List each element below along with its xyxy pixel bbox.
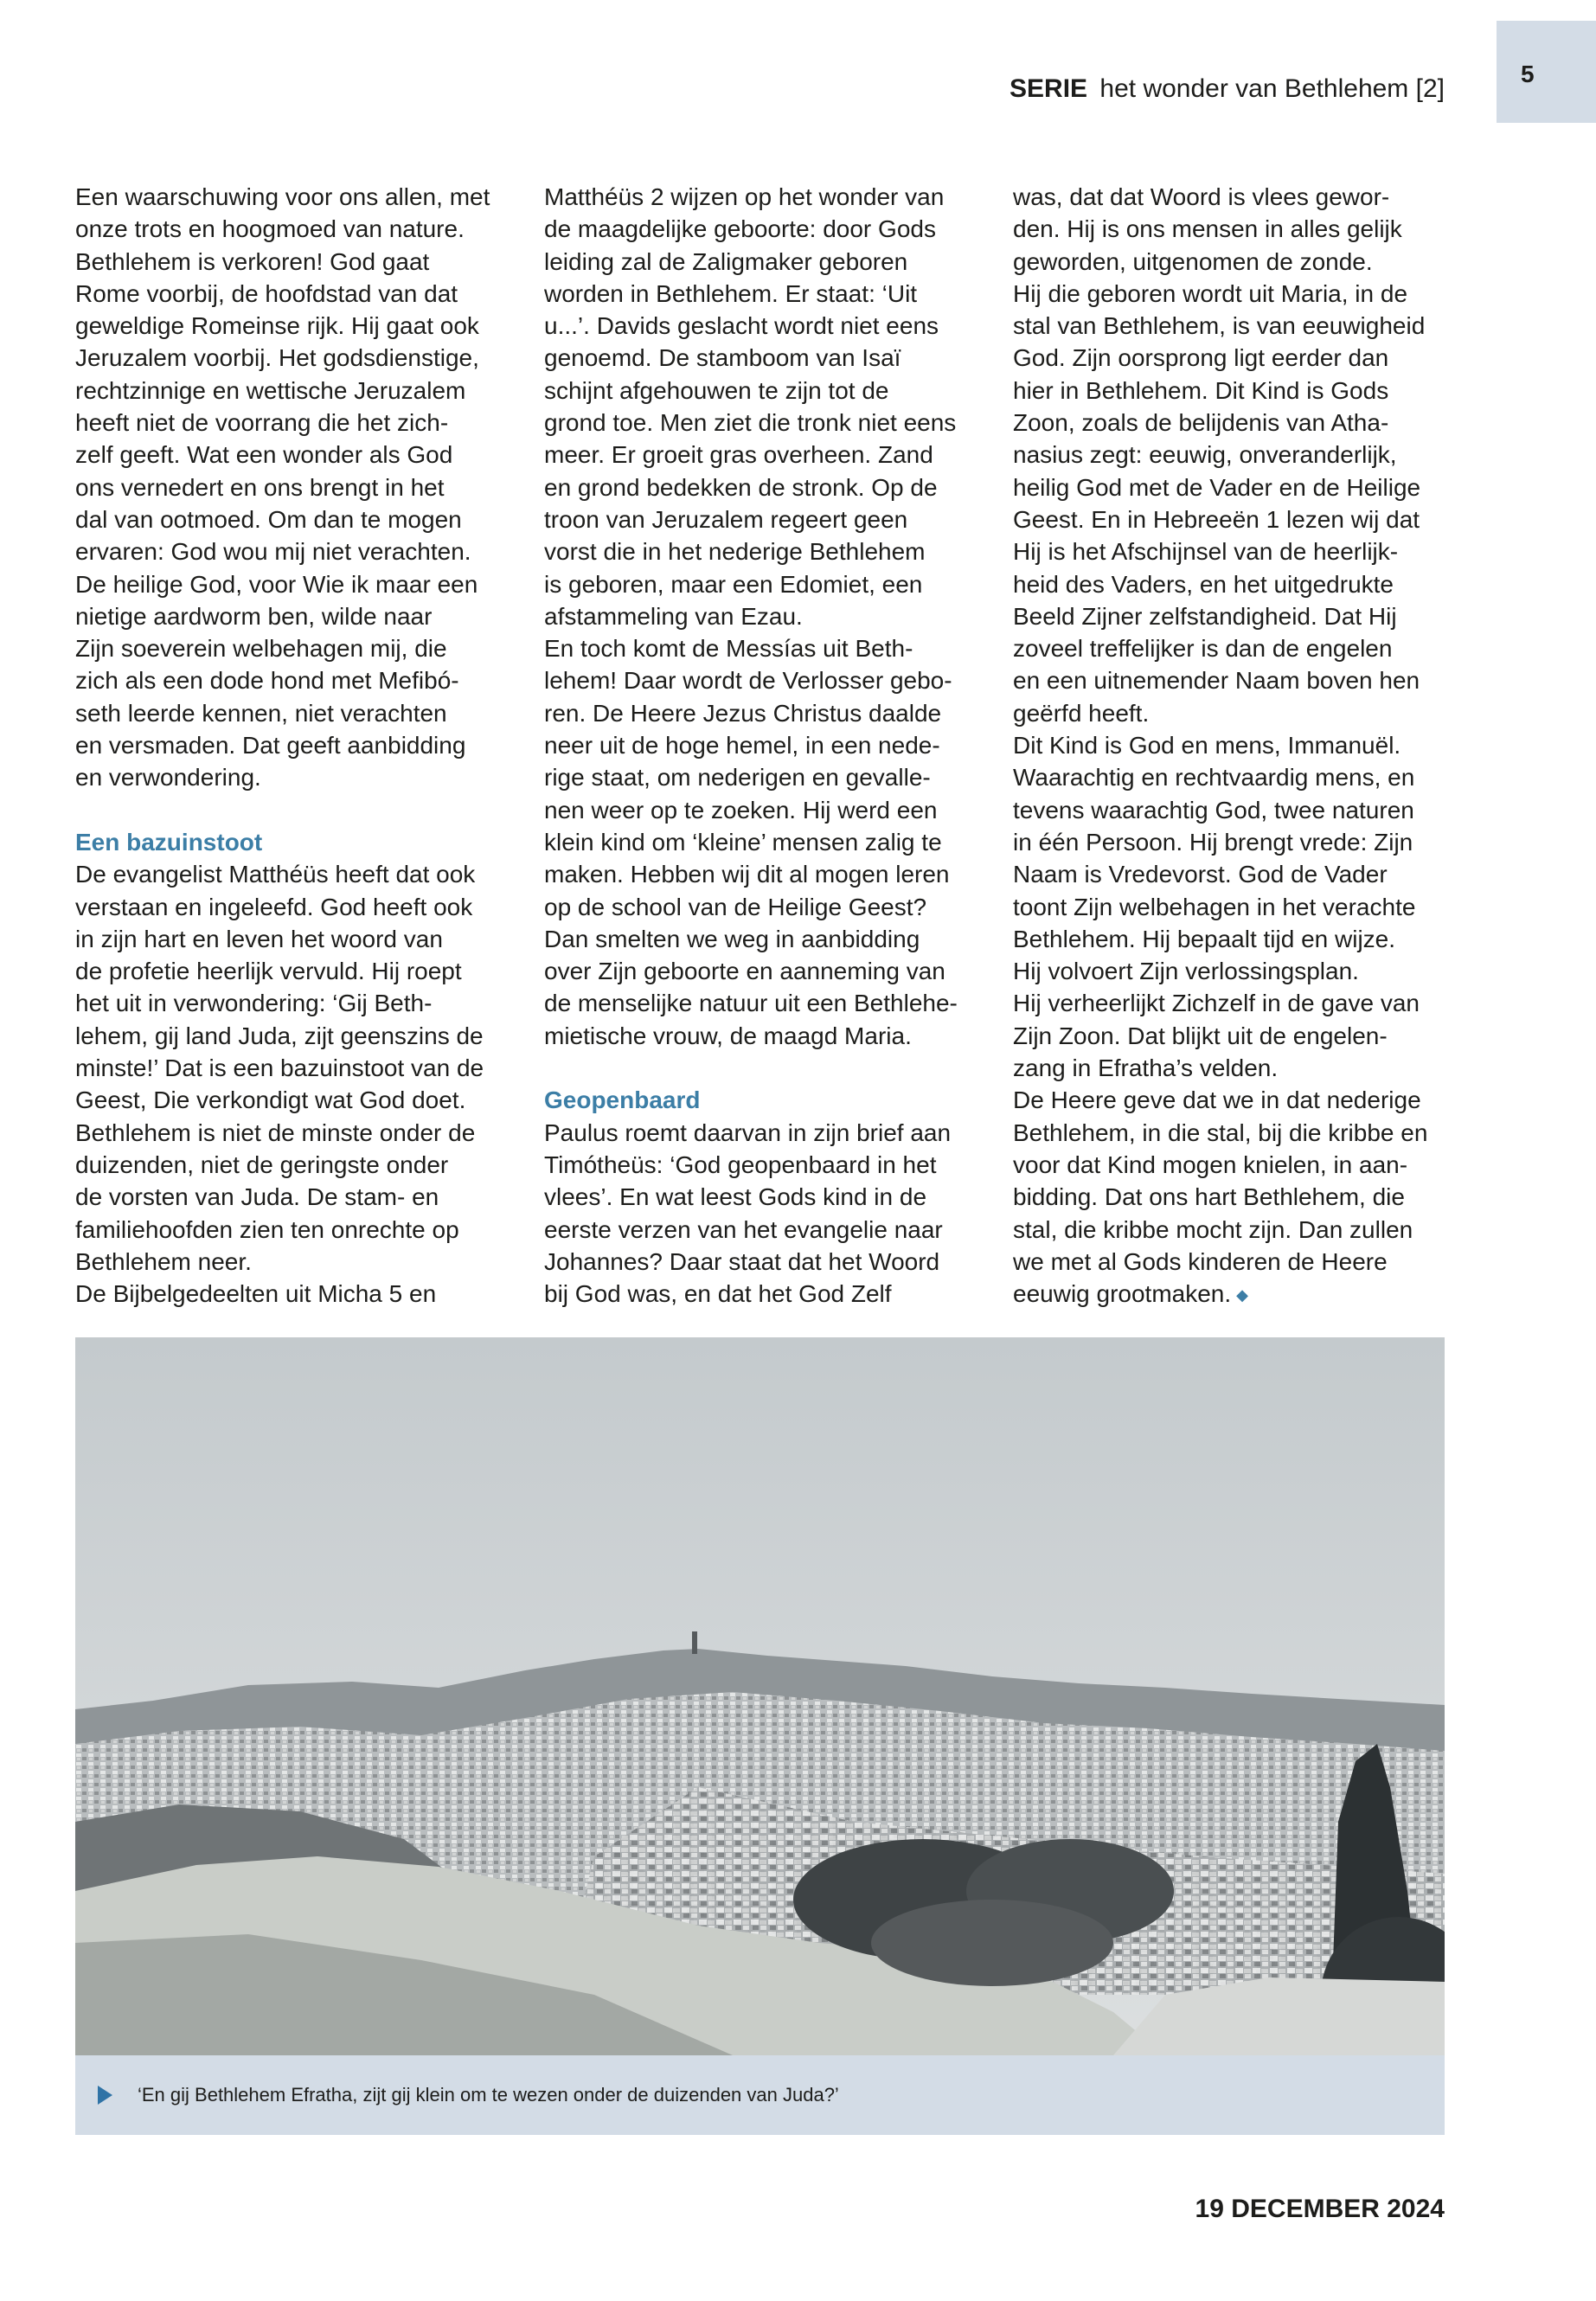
photo-caption-bar: [75, 2055, 1445, 2135]
text-line: stal van Bethlehem, is van eeuwigheid: [1013, 312, 1426, 340]
text-line: is geboren, maar een Edomiet, een: [544, 570, 923, 598]
text-line: vorst die in het nederige Bethlehem: [544, 538, 926, 566]
text-line: en grond bedekken de stronk. Op de: [544, 473, 938, 501]
text-column-2: [544, 181, 982, 1310]
series-title: het wonder van Bethlehem [2]: [1099, 74, 1445, 103]
text-line: geworden, uitgenomen de zonde.: [1013, 247, 1373, 275]
text-line: en een uitnemender Naam boven hen: [1013, 667, 1420, 695]
text-line: De Heere geve dat we in dat nederige: [1013, 1086, 1421, 1114]
text-line: grond toe. Men ziet die tronk niet eens: [544, 409, 957, 437]
text-line: Bethlehem is niet de minste onder de: [75, 1118, 476, 1146]
page-number-tab: [1497, 21, 1596, 123]
text-line: in één Persoon. Hij brengt vrede: Zijn: [1013, 828, 1413, 856]
text-line: en verwondering.: [75, 764, 261, 792]
text-line: we met al Gods kinderen de Heere: [1013, 1247, 1388, 1275]
text-line: Hij die geboren wordt uit Maria, in de: [1013, 279, 1408, 307]
text-line: Hij is het Afschijnsel van de heerlijk-: [1013, 538, 1399, 566]
text-line: Bethlehem is verkoren! God gaat: [75, 247, 430, 275]
text-column-3: [1013, 181, 1451, 1310]
text-line: afstammeling van Ezau.: [544, 602, 803, 630]
text-line: zich als een dode hond met Mefibó-: [75, 667, 459, 695]
text-line: verstaan en ingeleefd. God heeft ook: [75, 893, 473, 920]
text-line: Dit Kind is God en mens, Immanuël.: [1013, 732, 1401, 760]
text-line: Waarachtig en rechtvaardig mens, en: [1013, 764, 1415, 792]
text-line: Jeruzalem voorbij. Het godsdienstige,: [75, 344, 479, 372]
text-line: nen weer op te zoeken. Hij werd een: [544, 796, 938, 824]
text-line: het uit in verwondering: ‘Gij Beth-: [75, 990, 433, 1017]
text-line: de vorsten van Juda. De stam- en: [75, 1183, 439, 1211]
text-line: En toch komt de Messías uit Beth-: [544, 635, 913, 663]
text-line: heeft niet de voorrang die het zich-: [75, 409, 449, 437]
text-line: Geest. En in Hebreeën 1 lezen wij dat: [1013, 505, 1420, 533]
text-line: ren. De Heere Jezus Christus daalde: [544, 699, 942, 727]
text-line: De Bijbelgedeelten uit Micha 5 en: [75, 1280, 437, 1308]
paragraph-gap: [75, 794, 513, 826]
text-line: nietige aardworm ben, wilde naar: [75, 602, 433, 630]
text-line: leiding zal de Zaligmaker geboren: [544, 247, 908, 275]
text-line: heilig God met de Vader en de Heilige: [1013, 473, 1421, 501]
text-line: Dan smelten we weg in aanbidding: [544, 925, 920, 952]
text-line: Zijn Zoon. Dat blijkt uit de engelen-: [1013, 1022, 1388, 1049]
text-line: De evangelist Matthéüs heeft dat ook: [75, 861, 476, 888]
text-line: Paulus roemt daarvan in zijn brief aan: [544, 1118, 952, 1146]
text-line: dal van ootmoed. Om dan te mogen: [75, 505, 462, 533]
text-line: de menselijke natuur uit een Bethlehe-: [544, 990, 958, 1017]
text-line: maken. Hebben wij dit al mogen leren: [544, 861, 950, 888]
text-line: Zoon, zoals de belijdenis van Atha-: [1013, 409, 1389, 437]
text-line: Johannes? Daar staat dat het Woord: [544, 1247, 940, 1275]
text-line: lehem! Daar wordt de Verlosser gebo-: [544, 667, 952, 695]
text-line: nasius zegt: eeuwig, onveranderlijk,: [1013, 441, 1397, 469]
text-line: lehem, gij land Juda, zijt geenszins de: [75, 1022, 484, 1049]
text-line: de maagdelijke geboorte: door Gods: [544, 215, 936, 243]
text-line: rige staat, om nederigen en gevalle-: [544, 764, 931, 792]
text-line: Een waarschuwing voor ons allen, met: [75, 183, 490, 210]
text-line: Bethlehem, in die stal, bij die kribbe en: [1013, 1118, 1428, 1146]
text-line: bij God was, en dat het God Zelf: [544, 1280, 892, 1308]
text-line: troon van Jeruzalem regeert geen: [544, 505, 908, 533]
text-line: toont Zijn welbehagen in het verachte: [1013, 893, 1416, 920]
text-line: stal, die kribbe mocht zijn. Dan zullen: [1013, 1215, 1413, 1243]
section-subheading: Een bazuinstoot: [75, 828, 263, 856]
photo-caption: ‘En gij Bethlehem Efratha, zijt gij klein om te wezen onder de duizenden van Juda?’: [138, 2084, 839, 2106]
series-label: SERIE: [1010, 74, 1088, 103]
text-line: was, dat dat Woord is vlees gewor-: [1013, 183, 1390, 210]
text-line: over Zijn geboorte en aanneming van: [544, 958, 945, 985]
text-line: eerste verzen van het evangelie naar: [544, 1215, 943, 1243]
text-line: Bethlehem. Hij bepaalt tijd en wijze.: [1013, 925, 1396, 952]
text-line: genoemd. De stamboom van Isaï: [544, 344, 901, 372]
text-line: geweldige Romeinse rijk. Hij gaat ook: [75, 312, 479, 340]
text-line: De heilige God, voor Wie ik maar een: [75, 570, 478, 598]
text-line: zoveel treffelijker is dan de engelen: [1013, 635, 1393, 663]
text-line: geërfd heeft.: [1013, 699, 1150, 727]
text-line: heid des Vaders, en het uitgedrukte: [1013, 570, 1394, 598]
text-line: seth leerde kennen, niet verachten: [75, 699, 447, 727]
text-line: tevens waarachtig God, twee naturen: [1013, 796, 1414, 824]
issue-date: 19 DECEMBER 2024: [1195, 2195, 1445, 2223]
text-line: neer uit de hoge hemel, in een nede-: [544, 732, 940, 760]
running-header: [1010, 74, 1445, 104]
text-line: zang in Efratha’s velden.: [1013, 1054, 1279, 1082]
text-line: Hij verheerlijkt Zichzelf in de gave van: [1013, 990, 1420, 1017]
text-line: op de school van de Heilige Geest?: [544, 893, 927, 920]
text-line: mietische vrouw, de maagd Maria.: [544, 1022, 912, 1049]
text-line: hier in Bethlehem. Dit Kind is Gods: [1013, 376, 1389, 404]
text-line: Bethlehem neer.: [75, 1247, 252, 1275]
text-line: klein kind om ‘kleine’ mensen zalig te: [544, 828, 942, 856]
text-line: worden in Bethlehem. Er staat: ‘Uit: [544, 279, 918, 307]
text-line: meer. Er groeit gras overheen. Zand: [544, 441, 933, 469]
caption-arrow-icon: [98, 2086, 112, 2105]
paragraph-gap: [544, 1052, 982, 1084]
text-line: minste!’ Dat is een bazuinstoot van de: [75, 1054, 484, 1082]
text-line: voor dat Kind mogen knielen, in aan-: [1013, 1150, 1408, 1178]
text-line: de profetie heerlijk vervuld. Hij roept: [75, 958, 462, 985]
text-line: duizenden, niet de geringste onder: [75, 1150, 449, 1178]
page-number: 5: [1521, 61, 1535, 87]
text-line: rechtzinnige en wettische Jeruzalem: [75, 376, 466, 404]
text-line: ervaren: God wou mij niet verachten.: [75, 538, 471, 566]
bethlehem-photo: [75, 1337, 1445, 2055]
text-line: zelf geeft. Wat een wonder als God: [75, 441, 453, 469]
text-line: in zijn hart en leven het woord van: [75, 925, 443, 952]
text-line: schijnt afgehouwen te zijn tot de: [544, 376, 889, 404]
text-line: eeuwig grootmaken. ◆: [1013, 1280, 1248, 1308]
text-line: God. Zijn oorsprong ligt eerder dan: [1013, 344, 1389, 372]
text-line: u...’. Davids geslacht wordt niet eens: [544, 312, 939, 340]
text-line: vlees’. En wat leest Gods kind in de: [544, 1183, 927, 1211]
end-of-article-icon: ◆: [1236, 1286, 1248, 1304]
text-line: den. Hij is ons mensen in alles gelijk: [1013, 215, 1402, 243]
text-line: en versmaden. Dat geeft aanbidding: [75, 732, 466, 760]
text-line: familiehoofden zien ten onrechte op: [75, 1215, 459, 1243]
text-line: ons vernedert en ons brengt in het: [75, 473, 445, 501]
text-line: Beeld Zijner zelfstandigheid. Dat Hij: [1013, 602, 1397, 630]
section-subheading: Geopenbaard: [544, 1086, 701, 1114]
text-line: Matthéüs 2 wijzen op het wonder van: [544, 183, 945, 210]
text-column-1: [75, 181, 513, 1310]
text-line: Naam is Vredevorst. God de Vader: [1013, 861, 1388, 888]
text-line: Hij volvoert Zijn verlossingsplan.: [1013, 958, 1359, 985]
text-line: bidding. Dat ons hart Bethlehem, die: [1013, 1183, 1405, 1211]
text-line: Geest, Die verkondigt wat God doet.: [75, 1086, 466, 1114]
text-line: Timótheüs: ‘God geopenbaard in het: [544, 1150, 937, 1178]
text-line: onze trots en hoogmoed van nature.: [75, 215, 465, 243]
text-line: Zijn soeverein welbehagen mij, die: [75, 635, 447, 663]
text-line: Rome voorbij, de hoofdstad van dat: [75, 279, 458, 307]
